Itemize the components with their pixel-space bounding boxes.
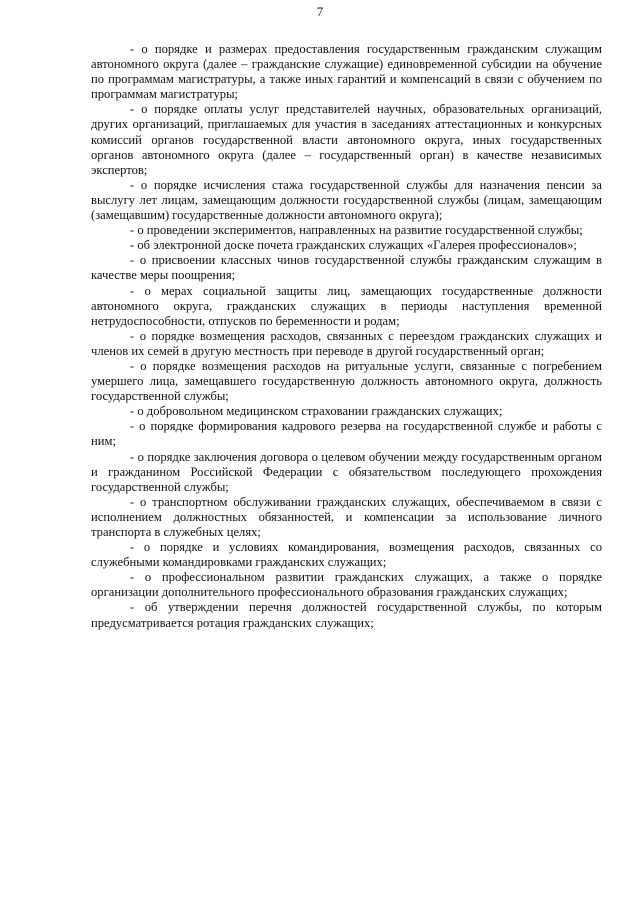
list-item: - о порядке оплаты услуг представителей научных, образовательных организаций, других организаций, приглашаемых для участия в заседаниях аттестационных и конкурсных комиссий органов государственной власти автономного округа, иных государственных органов автономного округа (далее – государственный орган) в качестве независимых экспертов; xyxy=(91,102,602,177)
list-item: - о порядке и размерах предоставления государственным гражданским служащим автономного округа (далее – гражданские служащие) единовременной субсидии на обучение по программам магистратуры, а также иных гарантий и компенсаций в связи с обучением по программам магистратуры; xyxy=(91,42,602,102)
list-item: - о добровольном медицинском страховании гражданских служащих; xyxy=(130,404,503,419)
list-item: - о мерах социальной защиты лиц, замещающих государственные должности автономного округа, гражданских служащих в периоды наступления временной нетрудоспособности, отпусков по беременности и родам; xyxy=(91,283,602,328)
list-item: - о проведении экспериментов, направленных на развитие государственной службы; xyxy=(130,223,583,238)
list-item: - о профессиональном развитии гражданских служащих, а также о порядке организации дополнительного профессионального образования гражданских служащих; xyxy=(91,570,602,600)
document-body xyxy=(91,42,602,631)
list-item: - о порядке возмещения расходов на ритуальные услуги, связанные с погребением умершего лица, замещавшего государственную должность автономного округа, должность государственной службы; xyxy=(91,358,602,404)
page-number: 7 xyxy=(316,5,324,19)
list-item: - о порядке возмещения расходов, связанных с переездом гражданских служащих и членов их семей в другую местность при переводе в другой государственный орган; xyxy=(91,328,602,358)
list-item: - о порядке заключения договора о целевом обучении между государственным органом и гражданином Российской Федерации с обязательством последующего прохождения государственной службы; xyxy=(91,449,602,494)
list-item: - об утверждении перечня должностей государственной службы, по которым предусматривается ротация гражданских служащих; xyxy=(91,600,602,630)
list-item: - о транспортном обслуживании гражданских служащих, обеспечиваемом в связи с исполнением должностных обязанностей, и компенсации за использование личного транспорта в служебных целях; xyxy=(91,494,602,539)
list-item: - о присвоении классных чинов государственной службы гражданским служащим в качестве меры поощрения; xyxy=(91,253,602,283)
list-item: - о порядке и условиях командирования, возмещения расходов, связанных со служебными командировками гражданских служащих; xyxy=(91,540,602,570)
list-item: - о порядке формирования кадрового резерва на государственной службе и работы с ним; xyxy=(91,419,602,449)
list-item: - об электронной доске почета гражданских служащих «Галерея профессионалов»; xyxy=(130,238,577,253)
list-item: - о порядке исчисления стажа государственной службы для назначения пенсии за выслугу лет лицам, замещающим должности государственной службы (лицам, замещающим (замещавшим) государственные должности автономного округа); xyxy=(91,177,602,223)
